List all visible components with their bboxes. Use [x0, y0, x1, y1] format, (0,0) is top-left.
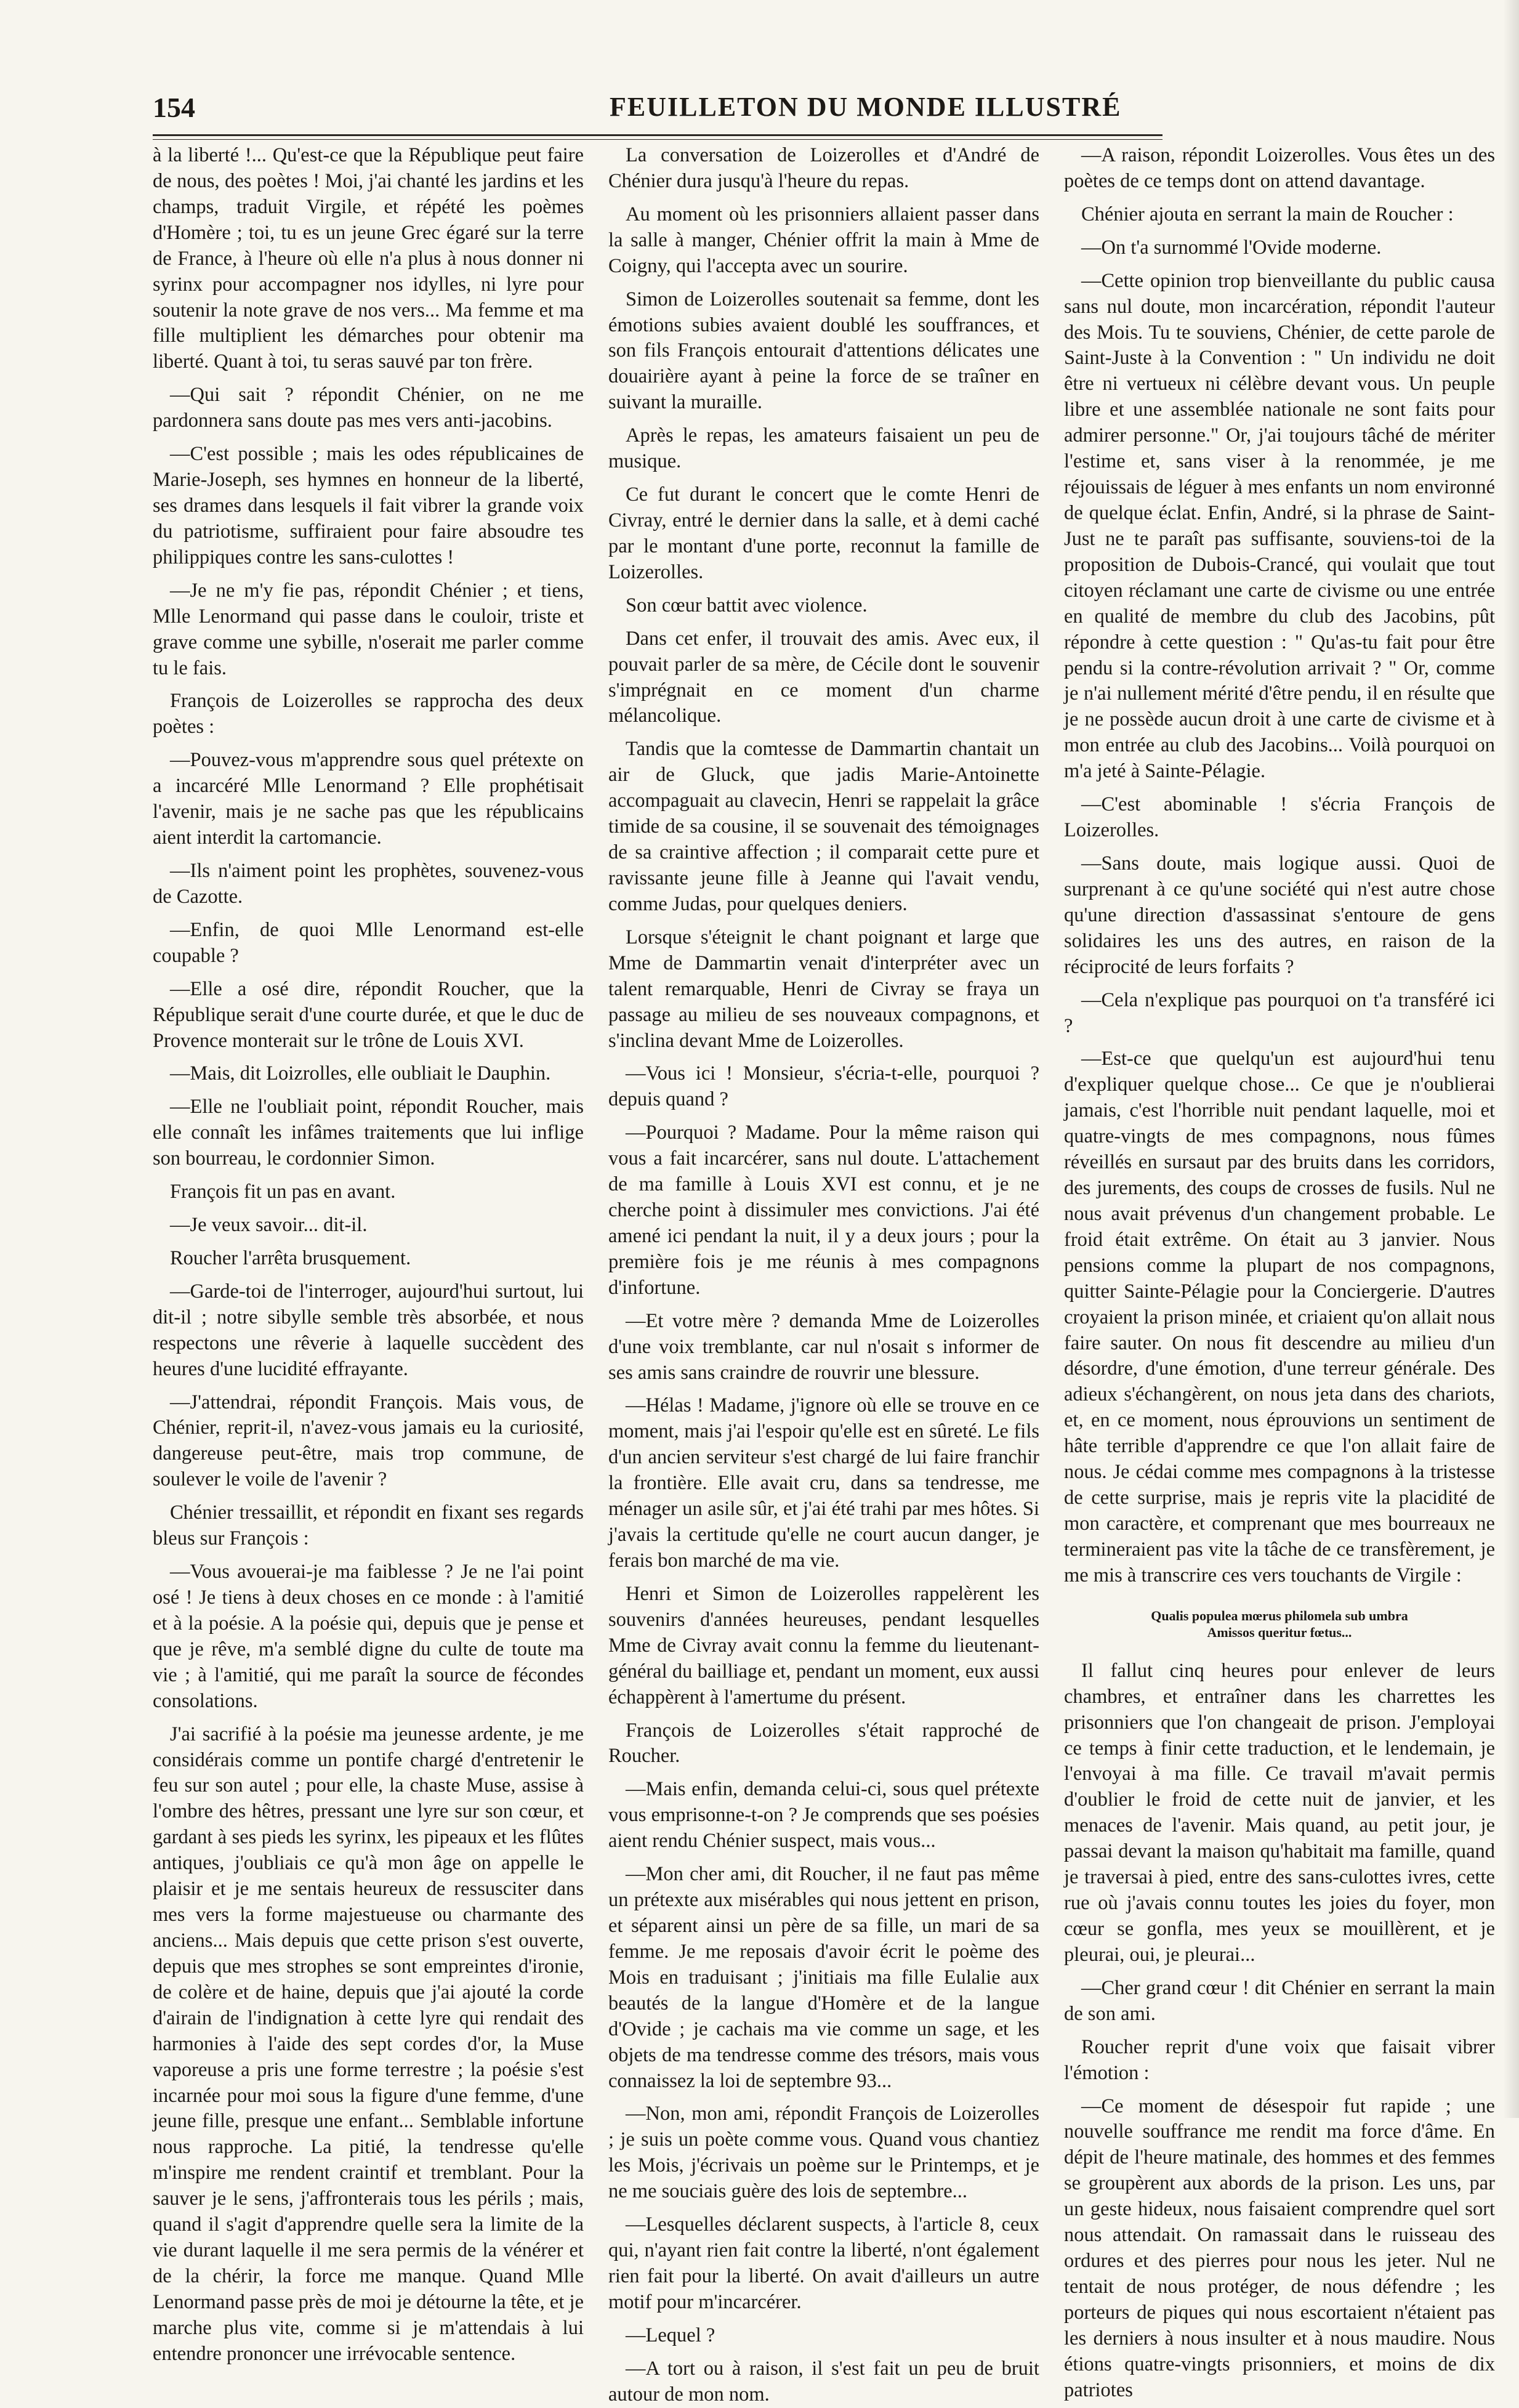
paragraph: —On t'a surnommé l'Ovide moderne.	[1081, 236, 1382, 259]
paragraph: —Cela n'explique pas pourquoi on t'a transféré ici ?	[1064, 988, 1495, 1037]
paragraph: —Hélas ! Madame, j'ignore où elle se trouve en ce moment, mais j'ai l'espoir qu'elle est en sûreté. Le fils d'un ancien serviteur s'est chargé de lui faire franchir la frontière. Elle avait cru, dans sa tendresse, me ménager un asile sûr, et j'ai été trahi par mes hôtes. Si j'avais la certitude qu'elle ne court aucun danger, je ferais bon marché de ma vie.	[608, 1394, 1039, 1572]
paragraph: Au moment où les prisonniers allaient passer dans la salle à manger, Chénier offrit la main à Mme de Coigny, qui l'accepta avec un sourire.	[608, 203, 1039, 277]
paragraph: à la liberté !... Qu'est-ce que la République peut faire de nous, des poètes ! Moi, j'ai chanté les jardins et les champs, traduit Virgile, et répété les poèmes d'Homère ; toi, tu es un jeune Grec égaré sur la terre de France, à l'heure où elle n'a plus à nous donner ni syrinx pour accompagner nos idylles, ni lyre pour soutenir la note grave de nos vers... Ma femme et ma fille multiplient les démarches pour obtenir ma liberté. Quant à toi, tu seras sauvé par ton frère.	[153, 144, 584, 373]
paragraph: François de Loizerolles se rapprocha des deux poètes :	[153, 690, 584, 738]
paragraph: —Et votre mère ? demanda Mme de Loizerolles d'une voix tremblante, car nul n'osait s informer de ses amis sans craindre de rouvrir une blessure.	[608, 1309, 1039, 1384]
paragraph: —Pouvez-vous m'apprendre sous quel prétexte on a incarcéré Mlle Lenormand ? Elle prophétisait l'avenir, mais je ne sache pas que les républicains aient interdit la cartomancie.	[153, 749, 584, 849]
paragraph: —Elle a osé dire, répondit Roucher, que la République serait d'une courte durée, et que le duc de Provence monterait sur le trône de Louis XVI.	[153, 977, 584, 1052]
paragraph: —Lesquelles déclarent suspects, à l'article 8, ceux qui, n'ayant rien fait contre la liberté, n'ont également rien fait pour la liberté. On avait d'ailleurs un autre motif pour m'incarcérer.	[608, 2213, 1039, 2313]
paragraph: Ce fut durant le concert que le comte Henri de Civray, entré le dernier dans la salle, et à demi caché par le montant d'une porte, reconnut la famille de Loizerolles.	[608, 483, 1039, 583]
paragraph: —Mais, dit Loizrolles, elle oubliait le Dauphin.	[170, 1062, 551, 1085]
paragraph: Tandis que la comtesse de Dammartin chantait un air de Gluck, que jadis Marie-Antoinette accompaguait au clavecin, Henri se rappelait la grâce timide de sa cousine, il se souvenait des témoignages de sa craintive affection ; il comparait cette pure et ravissante jeune fille à Jeanne qui l'avait vendu, comme Judas, pour quelques deniers.	[608, 738, 1039, 915]
paragraph: —Lequel ?	[626, 2324, 715, 2346]
page-number: 154	[153, 92, 195, 123]
paragraph: —Vous avouerai-je ma faiblesse ? Je ne l'ai point osé ! Je tiens à deux choses en ce monde : à l'amitié et à la poésie. A la poésie qui, depuis que je pense et que je rêve, m'a semblé digne du culte de toute ma vie ; à l'amitié, qui me paraît la source de fécondes consolations.	[153, 1561, 584, 1712]
paragraph: —Ce moment de désespoir fut rapide ; une nouvelle souffrance me rendit ma force d'âme. En dépit de l'heure matinale, des hommes et des femmes se groupèrent aux abords de la prison. Les uns, par un geste hideux, nous faisaient comprendre quel sort nous attendait. On ramassait dans le ruisseau des ordures et des pierres pour nous les jeter. Nul ne tentait de nous protéger, de nous défendre ; les porteurs de piques qui nous escortaient n'étaient pas les derniers à nous insulter et à nous maudire. Nous étions quatre-vingts prisonniers, et moins de dix patriotes	[1064, 2095, 1495, 2401]
verse-line: Qualis populea mœrus philomela sub umbra	[1151, 1607, 1408, 1623]
paragraph: —A raison, répondit Loizerolles. Vous êtes un des poètes de ce temps dont on attend davantage.	[1064, 144, 1495, 192]
paragraph: Simon de Loizerolles soutenait sa femme, dont les émotions subies avaient doublé les souffrances, et son fils François entourait d'attentions délicates une douairière ayant à peine la force de se traîner en suivant la muraille.	[608, 288, 1039, 414]
column-3	[1064, 143, 1495, 2401]
paragraph: —Cette opinion trop bienveillante du public causa sans nul doute, mon incarcération, répondit l'auteur des Mois. Tu te souviens, Chénier, de cette parole de Saint-Juste à la Convention : " Un individu ne doit être ni vertueux ni célèbre devant vous. Un peuple libre et une assemblée nationale ne sont faits pour admirer personne." Or, j'ai toujours tâché de mériter l'estime et, sans viser à la renommée, je me réjouissais de léguer à mes enfants un nom environné de quelque éclat. Enfin, André, si la phrase de Saint-Just ne te paraît pas suffisante, souviens-toi de la proposition de Dubois-Crancé, qui voulait que tout citoyen réclamant une carte de civisme ou une entrée en qualité de membre du club des Jacobins, pût répondre à cette question : " Qu'as-tu fait pour être pendu si la contre-révolution arrivait ? " Or, comme je n'ai nullement mérité d'être pendu, il en résulte que je ne possède aucun droit à une carte de civisme et à mon entrée au club des Jacobins... Voilà pourquoi on m'a jeté à Sainte-Pélagie.	[1064, 269, 1495, 783]
paragraph: François de Loizerolles s'était rapproché de Roucher.	[608, 1719, 1039, 1768]
paragraph: Son cœur battit avec violence.	[626, 594, 868, 616]
paragraph: —Est-ce que quelqu'un est aujourd'hui tenu d'expliquer quelque chose... Ce que je n'oublierai jamais, c'est l'horrible nuit pendant laquelle, moi et quatre-vingts de mes compagnons, nous fûmes réveillés en sursaut par des bruits dans les corridors, des jurements, des coups de crosses de fusils. Nul ne nous avait prévenus d'un changement probable. Le froid était extrême. On était au 3 janvier. Nous pensions comme la plupart de nos compagnons, quitter Sainte-Pélagie pour la Conciergerie. D'autres croyaient la prison minée, et criaient qu'on allait nous faire sauter. On nous fit descendre au milieu d'un désordre, d'une émotion, d'une terreur générale. Des adieux s'échangèrent, on nous jeta dans des chariots, et, en ce moment, nous éprouvions un sentiment de hâte terrible d'apprendre ce que l'on allait faire de nous. Je cédai comme mes compagnons à la tristesse de cette surprise, mais je repris vite la placidité de mon caractère, et comprenant que mes bourreaux ne termineraient pas vite la tâche de ce transfèrement, je me mis à transcrire ces vers touchants de Virgile :	[1064, 1048, 1495, 1586]
page-title: FEUILLETON DU MONDE ILLUSTRÉ	[610, 92, 1122, 122]
paragraph: —Ils n'aiment point les prophètes, souvenez-vous de Cazotte.	[153, 859, 584, 908]
paragraph: Chénier tressaillit, et répondit en fixant ses regards bleus sur François :	[153, 1501, 584, 1550]
paragraph: —C'est abominable ! s'écria François de Loizerolles.	[1064, 793, 1495, 842]
paragraph: —Sans doute, mais logique aussi. Quoi de surprenant à ce qu'une société qui n'est autre chose qu'une direction d'assassinat s'entoure de gens solidaires les uns des autres, en raison de la réciprocité de leurs forfaits ?	[1064, 852, 1495, 978]
paragraph: Chénier ajouta en serrant la main de Roucher :	[1081, 203, 1454, 225]
paragraph: —Pourquoi ? Madame. Pour la même raison qui vous a fait incarcérer, sans nul doute. L'attachement de ma famille à Louis XVI est connu, et je ne cherche point à dissimuler mes convictions. J'ai été amené ici pendant la nuit, il y a deux jours ; pour la première fois je me réunis à mes compagnons d'infortune.	[608, 1121, 1039, 1299]
paragraph: —Mais enfin, demanda celui-ci, sous quel prétexte vous emprisonne-t-on ? Je comprends que ses poésies aient rendu Chénier suspect, mais vous...	[608, 1778, 1039, 1852]
page-header	[153, 91, 1162, 136]
paragraph: Après le repas, les amateurs faisaient un peu de musique.	[608, 424, 1039, 473]
paragraph: —C'est possible ; mais les odes républicaines de Marie-Joseph, ses hymnes en honneur de la liberté, ses drames dans lesquels il fait vibrer la grande voix du patriotisme, suffiraient pour faire absoudre tes philippiques contre les sans-culottes !	[153, 443, 584, 568]
paragraph: Roucher reprit d'une voix que faisait vibrer l'émotion :	[1064, 2035, 1495, 2084]
paragraph: —J'attendrai, répondit François. Mais vous, de Chénier, reprit-il, n'avez-vous jamais eu la curiosité, dangereuse peut-être, mais trop commune, de soulever le voile de l'avenir ?	[153, 1391, 584, 1491]
paragraph: —Vous ici ! Monsieur, s'écria-t-elle, pourquoi ? depuis quand ?	[608, 1062, 1039, 1111]
paragraph: —Non, mon ami, répondit François de Loizerolles ; je suis un poète comme vous. Quand vous chantiez les Mois, j'écrivais un poème sur le Printemps, et je ne me souciais guère des lois de septembre...	[608, 2103, 1039, 2203]
paragraph: —Enfin, de quoi Mlle Lenormand est-elle coupable ?	[153, 918, 584, 967]
paragraph: Dans cet enfer, il trouvait des amis. Avec eux, il pouvait parler de sa mère, de Cécile dont le souvenir s'imprégnait en ce moment d'un charme mélancolique.	[608, 627, 1039, 727]
column-1	[153, 143, 584, 2365]
paragraph: —Cher grand cœur ! dit Chénier en serrant la main de son ami.	[1064, 1976, 1495, 2025]
paragraph: J'ai sacrifié à la poésie ma jeunesse ardente, je me considérais comme un pontife chargé d'entretenir le feu sur son autel ; pour elle, la chaste Muse, assise à l'ombre des hêtres, pressant une lyre sur son cœur, et gardant à ses pieds les syrinx, les pipeaux et les flûtes antiques, j'oubliais ce qu'à mon âge on appelle le plaisir et je me sentais heureux de ressusciter dans mes vers la forme majestueuse ou charmante des anciens... Mais depuis que cette prison s'est ouverte, depuis que mes strophes se sont empreintes d'ironie, de colère et de haine, depuis que j'ai ajouté la corde d'airain de l'indignation à cette lyre qui rendait des harmonies à l'aide des sept cordes d'or, la Muse vaporeuse a pris une forme terrestre ; la poésie s'est incarnée pour moi sous la figure d'une femme, d'une jeune fille, presque une enfant... Semblable infortune nous rapproche. La pitié, la tendresse qu'elle m'inspire me rendent craintif et tremblant. Pour la sauver je le sens, j'affronterais tous les périls ; mais, quand il s'agit d'apprendre quelle sera la limite de la vie durant laquelle il me sera permis de la vénérer et de la chérir, la force me manque. Quand Mlle Lenormand passe près de moi je détourne la tête, et je marche plus vite, comme si je m'attendais à lui entendre prononcer une irrévocable sentence.	[153, 1723, 584, 2365]
paragraph: Roucher l'arrêta brusquement.	[170, 1246, 411, 1269]
paragraph: —Elle ne l'oubliait point, répondit Roucher, mais elle connaît les infâmes traitements que lui inflige son bourreau, le cordonnier Simon.	[153, 1096, 584, 1170]
paragraph: —A tort ou à raison, il s'est fait un peu de bruit autour de mon nom.	[608, 2357, 1039, 2406]
paragraph: François fit un pas en avant.	[170, 1181, 396, 1203]
paragraph: Lorsque s'éteignit le chant poignant et large que Mme de Dammartin venait d'interpréter avec un talent remarquable, Henri de Civray se fraya un passage au milieu de ses nouveaux compagnons, et s'inclina devant Mme de Loizerolles.	[608, 926, 1039, 1052]
paragraph: Henri et Simon de Loizerolles rappelèrent les souvenirs d'années heureuses, pendant lesquelles Mme de Civray avait connu la femme du lieutenant-général du bailliage et, pendant un moment, eux aussi échappèrent à l'amertume du présent.	[608, 1582, 1039, 1708]
paragraph: —Garde-toi de l'interroger, aujourd'hui surtout, lui dit-il ; notre sibylle semble très absorbée, et nous respectons une rêverie à laquelle succèdent des heures d'une lucidité effrayante.	[153, 1280, 584, 1380]
verse-line: Amissos queritur fœtus...	[1207, 1625, 1352, 1641]
paragraph: La conversation de Loizerolles et d'André de Chénier dura jusqu'à l'heure du repas.	[608, 144, 1039, 192]
column-2	[608, 143, 1039, 2406]
paragraph: Il fallut cinq heures pour enlever de leurs chambres, et entraîner dans les charrettes les prisonniers que l'on changeait de prison. J'employai ce temps à finir cette traduction, et le lendemain, je l'envoyai à ma fille. Ce travail m'avait permis d'oublier le froid de cette nuit de janvier, et les menaces de l'avenir. Mais quand, au petit jour, je passai devant la maison qu'habitait ma famille, quand je traversai à pied, entre des sans-culottes ivres, cette rue où j'avais connu toutes les joies du foyer, mon cœur se gonfla, mes yeux se mouillèrent, et je pleurai, oui, je pleurai...	[1064, 1659, 1495, 1966]
paragraph: —Qui sait ? répondit Chénier, on ne me pardonnera sans doute pas mes vers anti-jacobins.	[153, 384, 584, 432]
paragraph: —Je ne m'y fie pas, répondit Chénier ; et tiens, Mlle Lenormand qui passe dans le couloir, triste et grave comme une sybille, n'oserait me parler comme tu le fais.	[153, 579, 584, 679]
paragraph: —Mon cher ami, dit Roucher, il ne faut pas même un prétexte aux misérables qui nous jettent en prison, et séparent ainsi un père de sa fille, un mari de sa femme. Je me reposais d'avoir écrit le poème des Mois en traduisant ; j'initiais ma fille Eulalie aux beautés de la langue d'Homère et de la langue d'Ovide ; je cachais ma vie comme un sage, et les objets de ma tendresse comme des trésors, mais vous connaissez la loi de septembre 93...	[608, 1863, 1039, 2092]
paragraph: —Je veux savoir... dit-il.	[170, 1214, 368, 1237]
page-edge-shadow	[1503, 0, 1519, 2118]
latin-verse	[1064, 1607, 1495, 1641]
